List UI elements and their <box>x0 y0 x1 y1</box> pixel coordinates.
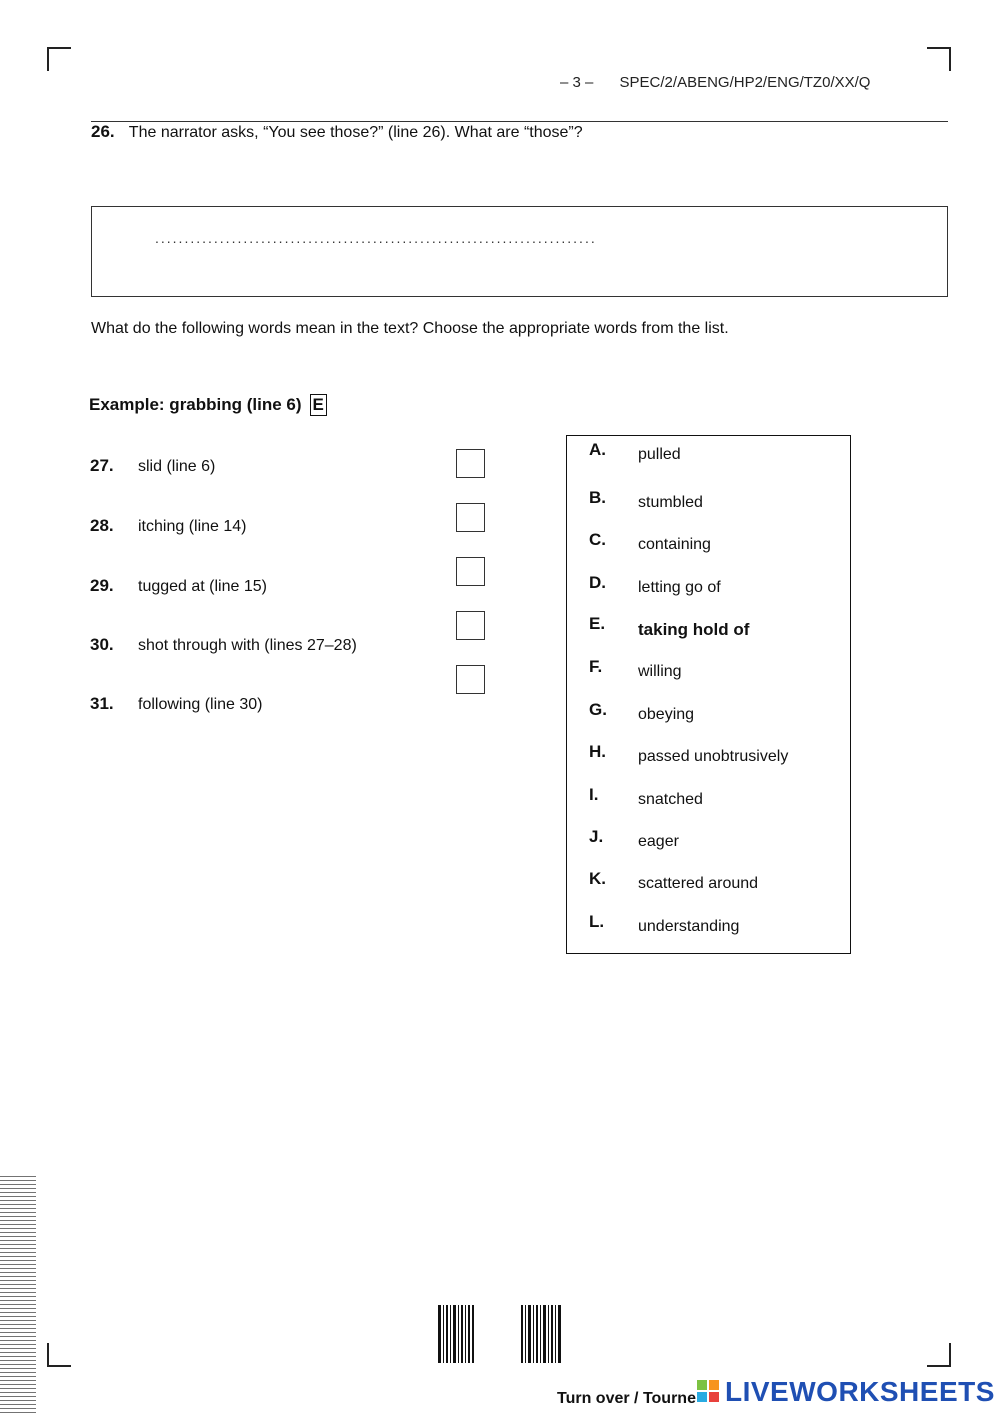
question-text: shot through with (lines 27–28) <box>138 637 357 654</box>
option-letter: J. <box>589 827 604 846</box>
option-k <box>589 869 759 895</box>
option-letter: C. <box>589 530 606 549</box>
option-b <box>589 488 703 514</box>
instruction-text: What do the following words mean in the text? Choose the appropriate words from the list. <box>91 320 729 337</box>
option-text: eager <box>638 833 679 850</box>
option-i <box>589 785 703 811</box>
question-text: The narrator asks, “You see those?” (line 26). What are “those”? <box>128 124 583 141</box>
question-30 <box>90 635 357 655</box>
option-letter: L. <box>589 912 605 931</box>
question-number: 27. <box>90 456 114 475</box>
option-text: passed unobtrusively <box>638 748 789 765</box>
crop-mark-top-left <box>47 47 71 71</box>
question-28 <box>90 516 247 536</box>
question-number: 29. <box>90 576 114 595</box>
option-c <box>589 530 711 556</box>
question-text: tugged at (line 15) <box>138 578 267 595</box>
barcode-left <box>438 1305 474 1363</box>
question-29 <box>90 576 267 596</box>
option-f <box>589 657 682 683</box>
option-e <box>589 614 750 640</box>
liveworksheets-logo-icon <box>697 1380 721 1404</box>
option-letter: I. <box>589 785 599 804</box>
question-number: 26. <box>91 122 115 141</box>
answer-input-28[interactable] <box>456 503 485 532</box>
example-line <box>89 394 327 416</box>
option-text: pulled <box>638 446 681 463</box>
question-text: itching (line 14) <box>138 518 247 535</box>
question-text: slid (line 6) <box>138 458 216 475</box>
option-text: understanding <box>638 918 740 935</box>
barcode-right <box>521 1305 561 1363</box>
option-text: obeying <box>638 706 695 723</box>
option-text: taking hold of <box>638 620 750 639</box>
option-text: scattered around <box>638 875 759 892</box>
option-letter: E. <box>589 614 606 633</box>
answer-input-30[interactable] <box>456 611 485 640</box>
side-barcode-strip <box>0 1175 36 1413</box>
answer-input-31[interactable] <box>456 665 485 694</box>
answer-box-26[interactable] <box>91 206 948 297</box>
option-d <box>589 573 721 599</box>
option-a <box>589 440 681 466</box>
example-answer-box: E <box>310 394 327 416</box>
option-text: letting go of <box>638 579 721 596</box>
question-text: following (line 30) <box>138 696 263 713</box>
question-26 <box>91 122 583 142</box>
example-label: Example: grabbing (line 6) <box>89 395 302 414</box>
option-letter: B. <box>589 488 606 507</box>
option-letter: K. <box>589 869 606 888</box>
page-number: – 3 – <box>560 74 594 91</box>
answer-input-29[interactable] <box>456 557 485 586</box>
option-h <box>589 742 789 768</box>
option-letter: A. <box>589 440 606 459</box>
option-j <box>589 827 679 853</box>
option-letter: D. <box>589 573 606 592</box>
paper-code: SPEC/2/ABENG/HP2/ENG/TZ0/XX/Q <box>619 74 871 91</box>
answer-line[interactable]: ........................................................................... <box>155 230 597 246</box>
option-g <box>589 700 695 726</box>
question-number: 28. <box>90 516 114 535</box>
crop-mark-bottom-right <box>927 1343 951 1367</box>
question-31 <box>90 694 263 714</box>
question-number: 30. <box>90 635 114 654</box>
brand-name: LIVEWORKSHEETS <box>725 1376 995 1407</box>
crop-mark-top-right <box>927 47 951 71</box>
option-letter: H. <box>589 742 606 761</box>
option-letter: F. <box>589 657 603 676</box>
turn-over-text: Turn over / Tourne <box>557 1390 696 1407</box>
question-27 <box>90 456 215 476</box>
option-l <box>589 912 740 938</box>
crop-mark-bottom-left <box>47 1343 71 1367</box>
option-text: snatched <box>638 791 703 808</box>
option-text: willing <box>638 663 682 680</box>
option-letter: G. <box>589 700 607 719</box>
page-header <box>560 74 940 91</box>
option-text: containing <box>638 536 711 553</box>
question-number: 31. <box>90 694 114 713</box>
answer-input-27[interactable] <box>456 449 485 478</box>
option-text: stumbled <box>638 494 703 511</box>
liveworksheets-brand[interactable] <box>697 1376 995 1408</box>
